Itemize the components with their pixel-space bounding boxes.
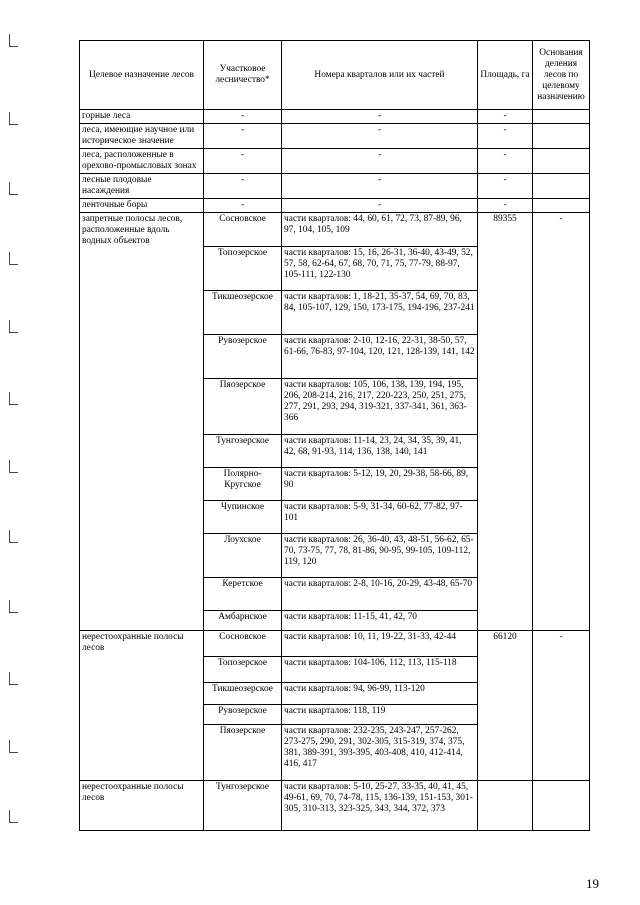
table-row <box>80 199 590 213</box>
quarters-cell: части кварталов: 118, 119 <box>282 705 478 725</box>
quarters-cell: части кварталов: 94, 96-99, 113-120 <box>282 683 478 705</box>
forestry-cell: Керетское <box>204 578 282 611</box>
quarters-cell: части кварталов: 232-235, 243-247, 257-262, 273-275, 290, 291, 302-305, 315-319, 374, 375, 381, 389-391, 393-395, 403-408, 410, 412-414, 416, 417 <box>282 725 478 781</box>
margin-mark <box>9 530 18 543</box>
quarters-cell: - <box>282 149 478 174</box>
margin-mark <box>9 392 18 405</box>
quarters-cell: части кварталов: 26, 36-40, 43, 48-51, 56-62, 65-70, 73-75, 77, 78, 81-86, 90-95, 99-105, 109-112, 119, 120 <box>282 534 478 578</box>
forest-purpose-table <box>79 40 590 831</box>
forestry-cell: Рувозерское <box>204 705 282 725</box>
table-row <box>80 781 590 831</box>
forestry-cell: Топозерское <box>204 657 282 683</box>
grounds-cell <box>533 149 590 174</box>
grounds-cell: - <box>533 631 590 781</box>
grounds-cell <box>533 199 590 213</box>
area-cell: 89355 <box>478 213 533 631</box>
quarters-cell: части кварталов: 104-106, 112, 113, 115-118 <box>282 657 478 683</box>
purpose-cell: ленточные боры <box>80 199 204 213</box>
margin-mark <box>9 252 18 265</box>
purpose-cell: леса, расположенные в орехово-промысловых зонах <box>80 149 204 174</box>
purpose-cell: леса, имеющие научное или историческое значение <box>80 124 204 149</box>
forestry-cell: Амбарнское <box>204 611 282 631</box>
quarters-cell: части кварталов: 5-10, 25-27, 33-35, 40, 41, 45, 49-61, 69, 70, 74-78, 115, 136-139, 151-153, 301-305, 310-313, 323-325, 343, 344, 372, 373 <box>282 781 478 831</box>
quarters-cell: части кварталов: 5-9, 31-34, 60-62, 77-82, 97-101 <box>282 501 478 534</box>
quarters-cell: - <box>282 174 478 199</box>
margin-mark <box>9 320 18 333</box>
quarters-cell: - <box>282 110 478 124</box>
quarters-cell: - <box>282 124 478 149</box>
area-cell: 66120 <box>478 631 533 781</box>
forestry-cell: Полярно-Кругское <box>204 468 282 501</box>
table-row <box>80 213 590 247</box>
forestry-cell: Тунгозерское <box>204 781 282 831</box>
forestry-cell: Чупинское <box>204 501 282 534</box>
header-forestry: Участковое лесничество* <box>204 41 282 110</box>
forestry-cell: Лоухское <box>204 534 282 578</box>
header-grounds: Основания деления лесов по целевому назначению <box>533 41 590 110</box>
grounds-cell <box>533 174 590 199</box>
forestry-cell: Топозерское <box>204 247 282 291</box>
margin-mark <box>9 182 18 195</box>
margin-mark <box>9 810 18 823</box>
margin-mark <box>9 672 18 685</box>
area-cell <box>478 781 533 831</box>
grounds-cell: - <box>533 213 590 631</box>
margin-mark <box>9 112 18 125</box>
forestry-cell: - <box>204 124 282 149</box>
purpose-cell: нерестоохранные полосы лесов <box>80 631 204 781</box>
area-cell: - <box>478 124 533 149</box>
grounds-cell <box>533 124 590 149</box>
grounds-cell <box>533 781 590 831</box>
forestry-cell: - <box>204 174 282 199</box>
margin-mark <box>9 740 18 753</box>
quarters-cell: части кварталов: 11-15, 41, 42, 70 <box>282 611 478 631</box>
forestry-cell: Тунгозерское <box>204 435 282 468</box>
header-area: Площадь, га <box>478 41 533 110</box>
area-cell: - <box>478 149 533 174</box>
forestry-cell: Сосновское <box>204 631 282 657</box>
area-cell: - <box>478 110 533 124</box>
forestry-cell: Пяозерское <box>204 725 282 781</box>
quarters-cell: части кварталов: 105, 106, 138, 139, 194, 195, 206, 208-214, 216, 217, 220-223, 250, 251, 275, 277, 291, 293, 294, 319-321, 337-341, 361, 363-366 <box>282 379 478 435</box>
table-header-row <box>80 41 590 110</box>
margin-mark <box>9 34 18 47</box>
quarters-cell: части кварталов: 1, 18-21, 35-37, 54, 69, 70, 83, 84, 105-107, 129, 150, 173-175, 194-196, 237-241 <box>282 291 478 335</box>
header-purpose: Целевое назначение лесов <box>80 41 204 110</box>
quarters-cell: части кварталов: 2-10, 12-16, 22-31, 38-50, 57, 61-66, 76-83, 97-104, 120, 121, 128-139, 141, 142 <box>282 335 478 379</box>
table-row <box>80 174 590 199</box>
table-row <box>80 124 590 149</box>
forestry-cell: Тикшеозерское <box>204 291 282 335</box>
page-number: 19 <box>586 876 599 891</box>
forestry-cell: Тикшеозерское <box>204 683 282 705</box>
quarters-cell: части кварталов: 10, 11, 19-22, 31-33, 42-44 <box>282 631 478 657</box>
margin-mark <box>9 600 18 613</box>
quarters-cell: части кварталов: 5-12, 19, 20, 29-38, 58-66, 89, 90 <box>282 468 478 501</box>
quarters-cell: части кварталов: 44, 60, 61, 72, 73, 87-89, 96, 97, 104, 105, 109 <box>282 213 478 247</box>
header-quarters: Номера кварталов или их частей <box>282 41 478 110</box>
quarters-cell: части кварталов: 15, 16, 26-31, 36-40, 43-49, 52, 57, 58, 62-64, 67, 68, 70, 71, 75, 77-79, 88-97, 105-111, 122-130 <box>282 247 478 291</box>
forestry-cell: Сосновское <box>204 213 282 247</box>
forestry-cell: - <box>204 199 282 213</box>
quarters-cell: части кварталов: 2-8, 10-16, 20-29, 43-48, 65-70 <box>282 578 478 611</box>
table-row <box>80 631 590 657</box>
purpose-cell: лесные плодовые насаждения <box>80 174 204 199</box>
purpose-cell: нерестоохранные полосы лесов <box>80 781 204 831</box>
purpose-cell: горные леса <box>80 110 204 124</box>
table-row <box>80 149 590 174</box>
margin-mark <box>9 460 18 473</box>
forestry-cell: - <box>204 110 282 124</box>
area-cell: - <box>478 174 533 199</box>
area-cell: - <box>478 199 533 213</box>
grounds-cell <box>533 110 590 124</box>
forestry-cell: Рувозерское <box>204 335 282 379</box>
purpose-cell: запретные полосы лесов, расположенные вдоль водных объектов <box>80 213 204 631</box>
forestry-cell: - <box>204 149 282 174</box>
quarters-cell: - <box>282 199 478 213</box>
quarters-cell: части кварталов: 11-14, 23, 24, 34, 35, 39, 41, 42, 68, 91-93, 114, 136, 138, 140, 141 <box>282 435 478 468</box>
forestry-cell: Пяозерское <box>204 379 282 435</box>
table-row <box>80 110 590 124</box>
